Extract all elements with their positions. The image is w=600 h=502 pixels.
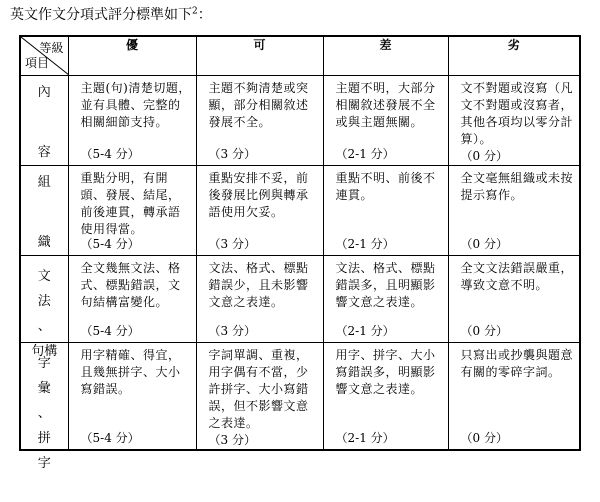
criteria-text: 全文毫無組織或未按提示寫作。 — [460, 171, 574, 202]
criteria-cell — [68, 343, 196, 451]
rubric-row-organization — [20, 166, 580, 256]
criteria-cell — [68, 256, 196, 343]
score-range: （0 分） — [460, 237, 508, 251]
rubric-row-vocabulary — [20, 343, 580, 451]
criteria-text: 文法、格式、標點錯誤多，且明顯影響文意之表達。 — [335, 261, 436, 309]
score-range: （3 分） — [208, 324, 256, 338]
row-header-stack — [21, 351, 68, 476]
row-header-top: 內 — [37, 85, 51, 100]
row-header-char: 、 — [37, 406, 51, 421]
criteria-cell — [68, 166, 196, 256]
criteria-cell — [448, 76, 580, 166]
criteria-text: 字詞單調、重複，用字偶有不當，少許拼字、大小寫錯誤，但不影響文意之表達。 — [208, 348, 309, 430]
score-range: （2-1 分） — [335, 147, 395, 161]
criteria-text: 全文幾無文法、格式、標點錯誤，文句結構富變化。 — [80, 261, 181, 309]
heading-suffix: ： — [197, 7, 212, 23]
criteria-cell — [448, 343, 580, 451]
score-range: （5-4 分） — [80, 324, 140, 338]
criteria-cell — [196, 76, 323, 166]
score-range: （0 分） — [460, 149, 508, 163]
criteria-cell — [323, 166, 448, 256]
row-header-bottom: 容 — [37, 145, 51, 160]
row-header-top: 組 — [37, 175, 51, 190]
score-range: （2-1 分） — [335, 431, 395, 445]
row-header-organization — [20, 166, 68, 256]
row-header-grammar — [20, 256, 68, 359]
corner-cell — [20, 36, 68, 76]
row-header-char: 彙 — [37, 381, 51, 396]
criteria-text: 用字、拼字、大小寫錯誤多，明顯影響文意之表達。 — [335, 348, 436, 396]
row-header-vocabulary — [20, 343, 68, 471]
column-header-excellent: 優 — [68, 36, 196, 76]
criteria-cell — [196, 343, 323, 451]
criteria-cell — [323, 256, 448, 343]
column-header-fair: 可 — [196, 36, 323, 76]
score-range: （5-4 分） — [80, 237, 140, 251]
corner-item-label: 項目 — [25, 56, 50, 70]
criteria-cell — [323, 343, 448, 451]
footnote-marker: 2 — [192, 6, 198, 17]
score-range: （0 分） — [460, 431, 508, 445]
rubric-row-grammar — [20, 256, 580, 343]
row-header-char: 拼 — [37, 431, 51, 446]
criteria-cell — [448, 166, 580, 256]
rubric-row-content — [20, 76, 580, 166]
rubric-table — [19, 35, 581, 471]
page-heading — [10, 6, 212, 24]
row-header-bottom: 織 — [37, 235, 51, 250]
score-range: （5-4 分） — [80, 147, 140, 161]
row-header-char: 文 — [37, 269, 51, 284]
score-range: （3 分） — [208, 147, 256, 161]
criteria-cell — [68, 76, 196, 166]
criteria-text: 重點分明，有開頭、發展、結尾，前後連貫，轉承語使用得當。 — [80, 171, 181, 236]
score-range: （3 分） — [208, 237, 256, 251]
criteria-cell — [323, 76, 448, 166]
criteria-text: 重點不明、前後不連貫。 — [335, 171, 436, 202]
score-range: （0 分） — [460, 324, 508, 338]
criteria-text: 主題(句)清楚切題，並有具體、完整的相關細節支持。 — [80, 81, 191, 129]
score-range: （5-4 分） — [80, 431, 140, 445]
criteria-text: 文不對題或沒寫（凡文不對題或沒寫者，其他各項均以零分計算）。 — [460, 81, 574, 146]
column-header-bad: 劣 — [448, 36, 580, 76]
score-range: （2-1 分） — [335, 324, 395, 338]
heading-text: 英文作文分項式評分標準如下 — [10, 7, 192, 23]
header-row — [20, 36, 580, 76]
criteria-text: 重點安排不妥，前後發展比例與轉承語使用欠妥。 — [208, 171, 309, 219]
criteria-cell — [448, 256, 580, 343]
criteria-text: 全文文法錯誤嚴重，導致文意不明。 — [460, 261, 574, 292]
row-header-char: 、 — [37, 319, 51, 334]
criteria-text: 只寫出或抄襲與題意有關的零碎字詞。 — [460, 348, 574, 379]
criteria-text: 文法、格式、標點錯誤少，且未影響文意之表達。 — [208, 261, 309, 309]
corner-level-label: 等級 — [39, 41, 64, 55]
criteria-text: 主題不夠清楚或突顯，部分相關敘述發展不全。 — [208, 81, 309, 129]
criteria-cell — [196, 256, 323, 343]
row-header-char: 句構 — [31, 344, 58, 359]
criteria-text: 用字精確、得宜，且幾無拼字、大小寫錯誤。 — [80, 348, 181, 396]
row-header-content — [20, 76, 68, 166]
row-header-char: 法 — [37, 294, 51, 309]
criteria-cell — [196, 166, 323, 256]
row-header-char: 字 — [37, 456, 51, 471]
score-range: （2-1 分） — [335, 237, 395, 251]
row-header-char: 字 — [37, 356, 51, 371]
score-range: （3 分） — [208, 433, 256, 447]
criteria-text: 主題不明，大部分相關敘述發展不全或與主題無關。 — [335, 81, 436, 129]
column-header-poor: 差 — [323, 36, 448, 76]
